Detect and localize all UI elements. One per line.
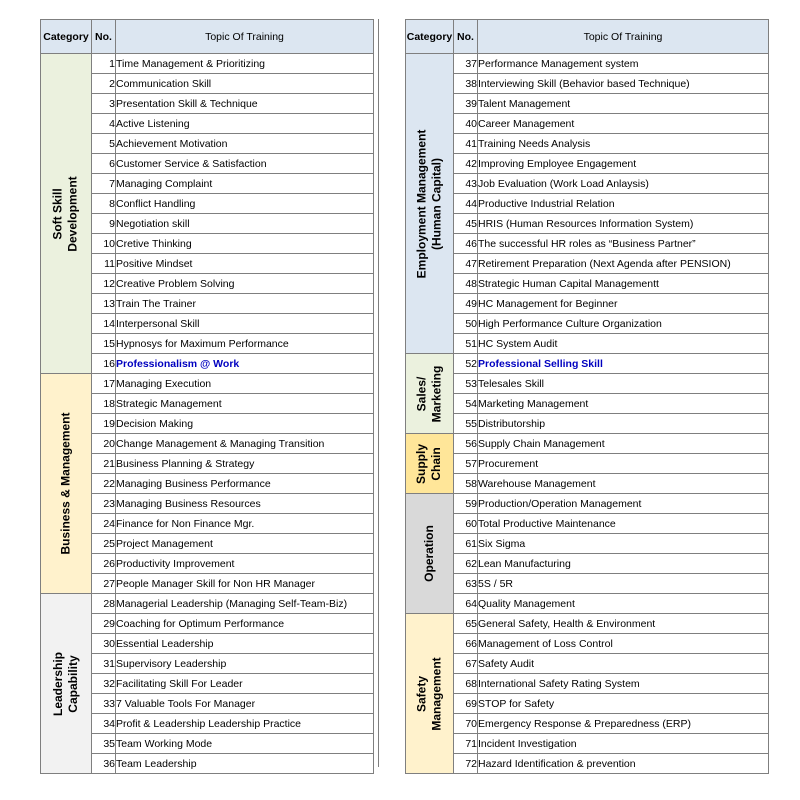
row-number: 10 bbox=[92, 234, 116, 254]
table-row bbox=[406, 314, 769, 334]
category-label-line: Employment Management bbox=[414, 129, 429, 278]
row-number: 16 bbox=[92, 354, 116, 374]
training-topic: Hypnosys for Maximum Performance bbox=[116, 334, 374, 354]
training-topic: Change Management & Managing Transition bbox=[116, 434, 374, 454]
category-label bbox=[422, 525, 437, 582]
training-topic: Conflict Handling bbox=[116, 194, 374, 214]
table-row bbox=[406, 354, 769, 374]
training-topic: Management of Loss Control bbox=[478, 634, 769, 654]
left-training-table bbox=[40, 19, 374, 774]
row-number: 20 bbox=[92, 434, 116, 454]
training-topic: Managing Business Performance bbox=[116, 474, 374, 494]
row-number: 35 bbox=[92, 734, 116, 754]
category-label bbox=[414, 443, 444, 483]
training-topic: Performance Management system bbox=[478, 54, 769, 74]
training-topic: Quality Management bbox=[478, 594, 769, 614]
training-topic: Telesales Skill bbox=[478, 374, 769, 394]
training-topic: STOP for Safety bbox=[478, 694, 769, 714]
training-topic: Team Working Mode bbox=[116, 734, 374, 754]
row-number: 8 bbox=[92, 194, 116, 214]
training-topic: Retirement Preparation (Next Agenda after PENSION) bbox=[478, 254, 769, 274]
row-number: 51 bbox=[454, 334, 478, 354]
row-number: 53 bbox=[454, 374, 478, 394]
row-number: 11 bbox=[92, 254, 116, 274]
training-topic: Negotiation skill bbox=[116, 214, 374, 234]
row-number: 21 bbox=[92, 454, 116, 474]
category-label bbox=[59, 412, 74, 554]
training-topic: Procurement bbox=[478, 454, 769, 474]
training-topic: Managing Business Resources bbox=[116, 494, 374, 514]
table-row bbox=[406, 134, 769, 154]
category-label-line: (Human Capital) bbox=[429, 157, 444, 250]
category-label-line: Sales/ bbox=[414, 376, 429, 411]
table-row bbox=[406, 274, 769, 294]
table-row bbox=[406, 54, 769, 74]
row-number: 28 bbox=[92, 594, 116, 614]
row-number: 14 bbox=[92, 314, 116, 334]
row-number: 18 bbox=[92, 394, 116, 414]
table-row bbox=[406, 74, 769, 94]
row-number: 5 bbox=[92, 134, 116, 154]
training-topic: Team Leadership bbox=[116, 754, 374, 774]
row-number: 12 bbox=[92, 274, 116, 294]
row-number: 66 bbox=[454, 634, 478, 654]
left-header-row bbox=[41, 20, 374, 54]
training-topic: Safety Audit bbox=[478, 654, 769, 674]
row-number: 63 bbox=[454, 574, 478, 594]
table-row bbox=[406, 254, 769, 274]
table-row bbox=[406, 494, 769, 514]
training-topic: Decision Making bbox=[116, 414, 374, 434]
training-topic: Improving Employee Engagement bbox=[478, 154, 769, 174]
row-number: 17 bbox=[92, 374, 116, 394]
category-label bbox=[415, 365, 445, 422]
row-number: 50 bbox=[454, 314, 478, 334]
category-label-line: Capability bbox=[66, 654, 80, 713]
category-header: Category bbox=[406, 20, 454, 54]
training-topic: 7 Valuable Tools For Manager bbox=[116, 694, 374, 714]
row-number: 49 bbox=[454, 294, 478, 314]
training-topic: Managing Complaint bbox=[116, 174, 374, 194]
row-number: 52 bbox=[454, 354, 478, 374]
training-topic: Customer Service & Satisfaction bbox=[116, 154, 374, 174]
training-topic: The successful HR roles as “Business Partner” bbox=[478, 234, 769, 254]
row-number: 1 bbox=[92, 54, 116, 74]
number-header: No. bbox=[92, 20, 116, 54]
row-number: 30 bbox=[92, 634, 116, 654]
training-topic: Facilitating Skill For Leader bbox=[116, 674, 374, 694]
table-row bbox=[406, 614, 769, 634]
training-topic: Strategic Management bbox=[116, 394, 374, 414]
category-label bbox=[51, 176, 81, 251]
category-cell bbox=[406, 54, 454, 354]
category-label-line: Business & Management bbox=[58, 412, 73, 555]
number-header: No. bbox=[454, 20, 478, 54]
row-number: 71 bbox=[454, 734, 478, 754]
row-number: 47 bbox=[454, 254, 478, 274]
row-number: 56 bbox=[454, 434, 478, 454]
row-number: 23 bbox=[92, 494, 116, 514]
category-header: Category bbox=[41, 20, 92, 54]
table-row bbox=[406, 334, 769, 354]
training-topic: Coaching for Optimum Performance bbox=[116, 614, 374, 634]
training-topic: Achievement Motivation bbox=[116, 134, 374, 154]
row-number: 59 bbox=[454, 494, 478, 514]
training-topic: Training Needs Analysis bbox=[478, 134, 769, 154]
training-topic: Career Management bbox=[478, 114, 769, 134]
row-number: 24 bbox=[92, 514, 116, 534]
category-label-line: Management bbox=[429, 656, 444, 731]
training-topic: HC Management for Beginner bbox=[478, 294, 769, 314]
table-row bbox=[406, 414, 769, 434]
category-label-line: Operation bbox=[422, 525, 437, 582]
table-row bbox=[41, 374, 374, 394]
row-number: 33 bbox=[92, 694, 116, 714]
row-number: 25 bbox=[92, 534, 116, 554]
training-topic: HRIS (Human Resources Information System) bbox=[478, 214, 769, 234]
training-topic: Train The Trainer bbox=[116, 294, 374, 314]
category-label-line: Soft Skill bbox=[51, 187, 66, 240]
category-cell bbox=[41, 594, 92, 774]
table-row bbox=[406, 554, 769, 574]
table-row bbox=[406, 674, 769, 694]
row-number: 61 bbox=[454, 534, 478, 554]
row-number: 72 bbox=[454, 754, 478, 774]
category-cell bbox=[406, 354, 454, 434]
training-topic: Supply Chain Management bbox=[478, 434, 769, 454]
training-topic: Warehouse Management bbox=[478, 474, 769, 494]
row-number: 46 bbox=[454, 234, 478, 254]
table-row bbox=[406, 534, 769, 554]
table-row bbox=[406, 574, 769, 594]
table-row bbox=[406, 154, 769, 174]
right-header-row bbox=[406, 20, 769, 54]
row-number: 36 bbox=[92, 754, 116, 774]
table-row bbox=[406, 514, 769, 534]
row-number: 32 bbox=[92, 674, 116, 694]
row-number: 13 bbox=[92, 294, 116, 314]
row-number: 70 bbox=[454, 714, 478, 734]
row-number: 48 bbox=[454, 274, 478, 294]
table-row bbox=[406, 234, 769, 254]
row-number: 9 bbox=[92, 214, 116, 234]
row-number: 27 bbox=[92, 574, 116, 594]
category-label-line: Development bbox=[66, 175, 81, 252]
table-row bbox=[406, 94, 769, 114]
row-number: 42 bbox=[454, 154, 478, 174]
training-topic: International Safety Rating System bbox=[478, 674, 769, 694]
table-row bbox=[406, 214, 769, 234]
right-training-table bbox=[405, 19, 769, 774]
row-number: 44 bbox=[454, 194, 478, 214]
row-number: 68 bbox=[454, 674, 478, 694]
training-topic: Productive Industrial Relation bbox=[478, 194, 769, 214]
category-cell bbox=[41, 374, 92, 594]
table-row bbox=[406, 194, 769, 214]
training-topic: HC System Audit bbox=[478, 334, 769, 354]
column-divider bbox=[378, 19, 379, 767]
training-topic: 5S / 5R bbox=[478, 574, 769, 594]
training-topic: Active Listening bbox=[116, 114, 374, 134]
training-topic: Interpersonal Skill bbox=[116, 314, 374, 334]
row-number: 15 bbox=[92, 334, 116, 354]
table-row bbox=[406, 394, 769, 414]
training-topic: Creative Problem Solving bbox=[116, 274, 374, 294]
table-row bbox=[406, 754, 769, 774]
category-label-line: Safety bbox=[414, 675, 429, 712]
row-number: 60 bbox=[454, 514, 478, 534]
training-topic: Job Evaluation (Work Load Anlaysis) bbox=[478, 174, 769, 194]
training-topic: Distributorship bbox=[478, 414, 769, 434]
training-topic: Profit & Leadership Leadership Practice bbox=[116, 714, 374, 734]
training-topic: Managing Execution bbox=[116, 374, 374, 394]
training-topic: Communication Skill bbox=[116, 74, 374, 94]
training-topic: Emergency Response & Preparedness (ERP) bbox=[478, 714, 769, 734]
row-number: 57 bbox=[454, 454, 478, 474]
category-label-line: Supply bbox=[414, 443, 429, 484]
row-number: 69 bbox=[454, 694, 478, 714]
training-topic: Incident Investigation bbox=[478, 734, 769, 754]
training-topic: Productivity Improvement bbox=[116, 554, 374, 574]
training-topic: Supervisory Leadership bbox=[116, 654, 374, 674]
training-topic: People Manager Skill for Non HR Manager bbox=[116, 574, 374, 594]
row-number: 58 bbox=[454, 474, 478, 494]
row-number: 43 bbox=[454, 174, 478, 194]
training-topic: Time Management & Prioritizing bbox=[116, 54, 374, 74]
topic-header: Topic Of Training bbox=[116, 20, 374, 54]
table-row bbox=[406, 374, 769, 394]
row-number: 65 bbox=[454, 614, 478, 634]
category-label-line: Leadership bbox=[51, 651, 65, 716]
row-number: 3 bbox=[92, 94, 116, 114]
training-topic: Managerial Leadership (Managing Self-Team-Biz) bbox=[116, 594, 374, 614]
table-row bbox=[41, 594, 374, 614]
row-number: 29 bbox=[92, 614, 116, 634]
training-topic: Professional Selling Skill bbox=[478, 354, 769, 374]
training-topic: Talent Management bbox=[478, 94, 769, 114]
category-label bbox=[51, 651, 81, 715]
table-row bbox=[406, 634, 769, 654]
training-topic: Total Productive Maintenance bbox=[478, 514, 769, 534]
row-number: 41 bbox=[454, 134, 478, 154]
training-topic: Professionalism @ Work bbox=[116, 354, 374, 374]
training-topic: Marketing Management bbox=[478, 394, 769, 414]
row-number: 67 bbox=[454, 654, 478, 674]
training-topic: Project Management bbox=[116, 534, 374, 554]
training-topic: High Performance Culture Organization bbox=[478, 314, 769, 334]
category-label bbox=[415, 129, 445, 278]
row-number: 2 bbox=[92, 74, 116, 94]
row-number: 40 bbox=[454, 114, 478, 134]
row-number: 62 bbox=[454, 554, 478, 574]
row-number: 22 bbox=[92, 474, 116, 494]
training-topic: Business Planning & Strategy bbox=[116, 454, 374, 474]
training-topic: Production/Operation Management bbox=[478, 494, 769, 514]
training-topic: Presentation Skill & Technique bbox=[116, 94, 374, 114]
training-topic: Strategic Human Capital Managementt bbox=[478, 274, 769, 294]
topic-header: Topic Of Training bbox=[478, 20, 769, 54]
table-row bbox=[406, 594, 769, 614]
training-topic: Interviewing Skill (Behavior based Technique) bbox=[478, 74, 769, 94]
row-number: 39 bbox=[454, 94, 478, 114]
table-row bbox=[406, 114, 769, 134]
table-row bbox=[406, 694, 769, 714]
category-cell bbox=[406, 494, 454, 614]
training-topic: Positive Mindset bbox=[116, 254, 374, 274]
row-number: 38 bbox=[454, 74, 478, 94]
category-cell bbox=[406, 614, 454, 774]
table-row bbox=[406, 454, 769, 474]
row-number: 19 bbox=[92, 414, 116, 434]
row-number: 55 bbox=[454, 414, 478, 434]
category-cell bbox=[41, 54, 92, 374]
category-label bbox=[415, 657, 445, 730]
category-label-line: Marketing bbox=[429, 365, 444, 422]
training-topic: General Safety, Health & Environment bbox=[478, 614, 769, 634]
category-label-line: Chain bbox=[429, 446, 444, 481]
row-number: 45 bbox=[454, 214, 478, 234]
training-topic: Essential Leadership bbox=[116, 634, 374, 654]
row-number: 4 bbox=[92, 114, 116, 134]
table-row bbox=[406, 714, 769, 734]
table-row bbox=[406, 654, 769, 674]
training-topic: Finance for Non Finance Mgr. bbox=[116, 514, 374, 534]
training-topic: Cretive Thinking bbox=[116, 234, 374, 254]
table-row bbox=[41, 54, 374, 74]
table-row bbox=[406, 434, 769, 454]
row-number: 6 bbox=[92, 154, 116, 174]
table-row bbox=[406, 174, 769, 194]
training-topic: Six Sigma bbox=[478, 534, 769, 554]
row-number: 26 bbox=[92, 554, 116, 574]
row-number: 54 bbox=[454, 394, 478, 414]
row-number: 31 bbox=[92, 654, 116, 674]
row-number: 34 bbox=[92, 714, 116, 734]
training-topic: Hazard Identification & prevention bbox=[478, 754, 769, 774]
row-number: 7 bbox=[92, 174, 116, 194]
table-row bbox=[406, 294, 769, 314]
row-number: 64 bbox=[454, 594, 478, 614]
row-number: 37 bbox=[454, 54, 478, 74]
category-cell bbox=[406, 434, 454, 494]
table-row bbox=[406, 734, 769, 754]
training-topic: Lean Manufacturing bbox=[478, 554, 769, 574]
table-row bbox=[406, 474, 769, 494]
